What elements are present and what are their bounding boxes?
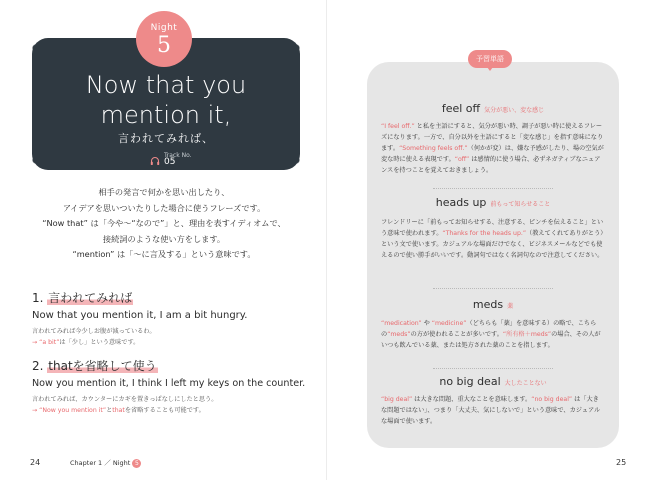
intro-text xyxy=(20,185,308,263)
arrow-icon: → xyxy=(32,407,38,414)
vocab-panel xyxy=(367,62,619,448)
night-badge xyxy=(136,11,192,67)
example-japanese: 言われてみれば、カウンターにカギを置きっぱなしにしたと思う。 xyxy=(32,396,218,403)
intro-line: 相手の発言で何かを思い出したり、 xyxy=(98,187,230,197)
section-heading-text: 言われてみれば xyxy=(48,291,133,305)
definition-highlight: “medicine” xyxy=(431,320,467,327)
example-note xyxy=(32,337,139,346)
section-1-heading xyxy=(32,289,133,306)
term-definition xyxy=(381,394,605,427)
phrase-title xyxy=(32,70,300,130)
note-text: を省略することも可能です。 xyxy=(124,407,205,414)
term-meaning: 気分が悪い、変な感じ xyxy=(484,107,545,114)
track-label: Track No. xyxy=(164,152,192,159)
example-japanese: 言われてみれば今少しお腹が減っているわ。 xyxy=(32,328,156,335)
term-text: no big deal xyxy=(439,375,501,388)
vocab-tag: 予習単語 xyxy=(468,50,512,68)
night-badge-label: Night xyxy=(150,23,178,33)
definition-text: （教えてくれてありがとう）という文で使います。カジュアルな場面だけでなく、ビジネスメールなどでも使えるので使い勝手がいいです。動詞句ではなく名詞句なので注意してください。 xyxy=(381,230,604,259)
definition-text: と私を主語にすると、気分が悪い時、調子が悪い時に使えるフレーズになります。一方で、自分以外を主語にすると「変な感じ」を指す意味になります。 xyxy=(381,123,604,152)
definition-highlight: “meds” xyxy=(387,331,411,338)
term-meaning: 薬 xyxy=(507,303,514,310)
divider xyxy=(433,368,553,369)
intro-line: “Now that” は「今や〜“なので”」と、理由を表すイディオムで、 xyxy=(42,218,286,228)
running-footer xyxy=(70,458,141,468)
footer-night-badge: 5 xyxy=(132,459,141,468)
vocab-term xyxy=(367,196,619,209)
phrase-translation: 言われてみれば、 xyxy=(118,132,214,145)
definition-highlight: “off” xyxy=(454,156,470,163)
term-text: heads up xyxy=(435,196,487,209)
definition-highlight: “Thanks for the heads up.” xyxy=(442,230,527,237)
example-note xyxy=(32,405,205,414)
note-highlight: that xyxy=(112,407,125,414)
footer-chapter: Chapter 1 ／ Night xyxy=(70,459,131,467)
night-badge-number: 5 xyxy=(157,33,171,58)
vocab-term xyxy=(367,375,619,388)
definition-highlight: “Something feels off.” xyxy=(399,145,468,152)
definition-text: は大きな問題、重大なことを意味します。 xyxy=(412,396,532,403)
note-text: は「少し」という意味です。 xyxy=(59,339,140,346)
arrow-icon: → xyxy=(32,339,38,346)
definition-highlight: “no big deal” xyxy=(531,396,573,403)
term-text: feel off xyxy=(441,102,481,115)
divider xyxy=(433,188,553,189)
section-heading-rest: を省略して使う xyxy=(72,359,157,373)
note-text: と xyxy=(106,407,113,414)
section-number: 1. xyxy=(32,291,44,305)
definition-text: は感情的に使う場合、必ずネガティブなニュアンスを持つことを覚えておきましょう。 xyxy=(381,156,601,174)
section-number: 2. xyxy=(32,359,44,373)
phrase-title-line2: mention it, xyxy=(100,101,232,129)
term-definition xyxy=(381,217,605,261)
track-value: 05 xyxy=(164,157,176,167)
page-number-left: 24 xyxy=(30,458,41,467)
term-definition xyxy=(381,121,605,176)
intro-line: “mention” は「〜に言及する」という意味です。 xyxy=(72,249,256,259)
section-heading-text xyxy=(47,359,157,373)
definition-text: （どちらも「薬」を意味する）の略で、こちらの xyxy=(381,320,597,338)
definition-text: の方が使われることが多いです。 xyxy=(410,331,503,338)
vocab-term xyxy=(367,298,619,311)
definition-highlight: “所有格＋meds” xyxy=(502,331,552,338)
vocab-term xyxy=(367,102,619,115)
definition-text: フレンドリーに「前もってお知らせする、注意する、ピンチを伝えること」という意味で使われます。 xyxy=(381,219,604,237)
headphone-icon xyxy=(150,156,160,166)
definition-highlight: “big deal” xyxy=(381,396,413,403)
term-meaning: 大したことない xyxy=(504,380,547,387)
term-text: meds xyxy=(472,298,504,311)
definition-text: は「大きな問題ではない」、つまり「大丈夫、気にしないで」という意味で、カジュアルな場面で使います。 xyxy=(381,396,601,425)
definition-text: （何かが変）は、嫌な予感がしたり、場の空気が変な時に使える表現です。 xyxy=(381,145,604,163)
phrase-title-line1: Now that you xyxy=(85,71,247,99)
note-highlight: “Now you mention it” xyxy=(39,407,107,414)
track-number xyxy=(164,152,192,166)
intro-line: 接続詞のような使い方をします。 xyxy=(102,233,226,244)
term-definition xyxy=(381,318,605,351)
example-english: Now that you mention it, I am a bit hungry. xyxy=(32,310,248,321)
section-heading-keyword: that xyxy=(48,359,73,373)
definition-text: や xyxy=(421,320,432,327)
term-meaning: 前もって知らせること xyxy=(490,201,551,208)
definition-highlight: “I feel off.” xyxy=(381,123,415,130)
right-page xyxy=(327,0,654,480)
intro-line: アイデアを思いついたりした場合に使うフレーズです。 xyxy=(62,202,266,213)
note-highlight: “a bit” xyxy=(39,339,60,346)
definition-text: の場合、その人がいつも飲んでいる薬、または処方された薬のことを指します。 xyxy=(381,331,601,349)
definition-highlight: “medication” xyxy=(381,320,422,327)
divider xyxy=(433,288,553,289)
page-number-right: 25 xyxy=(616,458,627,467)
example-english: Now you mention it, I think I left my keys on the counter. xyxy=(32,378,306,389)
section-2-heading xyxy=(32,357,158,374)
